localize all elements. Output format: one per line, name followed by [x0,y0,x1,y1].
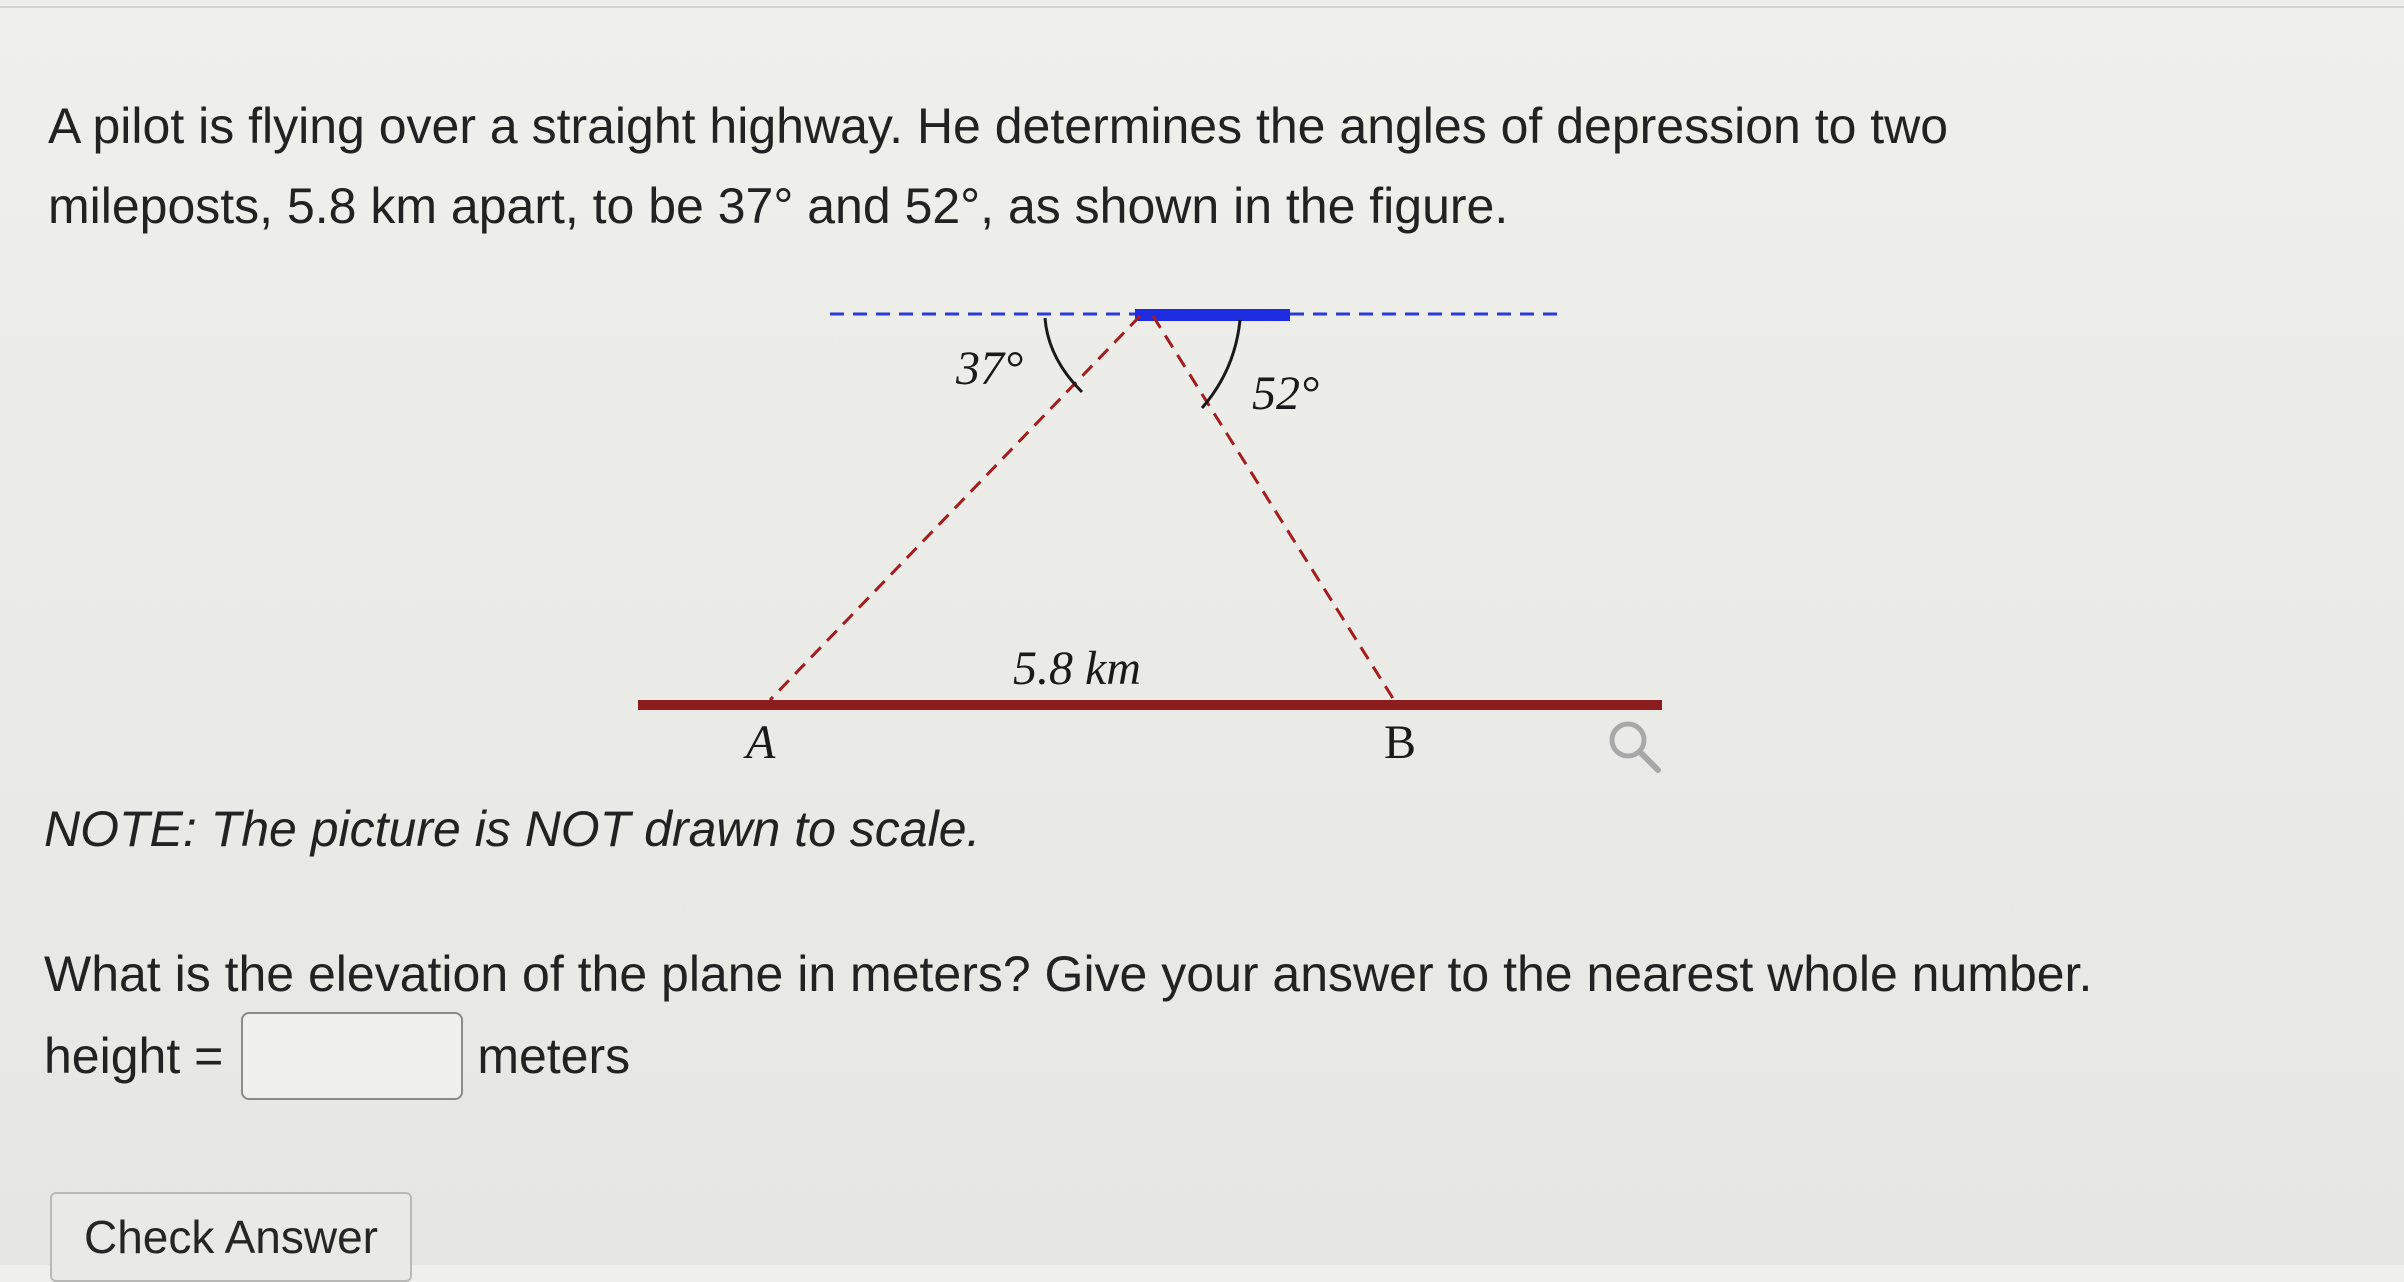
problem-statement [48,86,2198,246]
top-divider [0,6,2404,8]
plane-marker [1135,309,1290,321]
answer-prefix: height = [44,1028,224,1084]
angle-arc-a [1045,318,1082,392]
answer-unit: meters [477,1028,631,1084]
check-answer-button[interactable]: Check Answer [50,1192,412,1282]
highway-line [638,700,1662,710]
problem-line-2: mileposts, 5.8 km apart, to be 37° and 52°, as shown in the figure. [48,178,1509,234]
angle-label-a: 37° [956,342,1024,395]
problem-line-1: A pilot is flying over a straight highway. He determines the angles of depression to two [48,98,1949,154]
angle-arc-b [1202,320,1240,408]
problem-figure [620,280,1680,780]
figure-diagram [620,280,1680,780]
question-text: What is the elevation of the plane in meters? Give your answer to the nearest whole number. [44,946,2093,1002]
figure-note: NOTE: The picture is NOT drawn to scale. [44,801,981,857]
magnifier-icon[interactable] [1604,716,1664,776]
angle-label-b: 52° [1252,367,1320,420]
distance-label: 5.8 km [1013,642,1141,695]
point-label-b: B [1384,716,1417,769]
point-label-a: A [746,716,776,769]
answer-row [44,1010,630,1102]
height-input[interactable] [241,1012,463,1100]
